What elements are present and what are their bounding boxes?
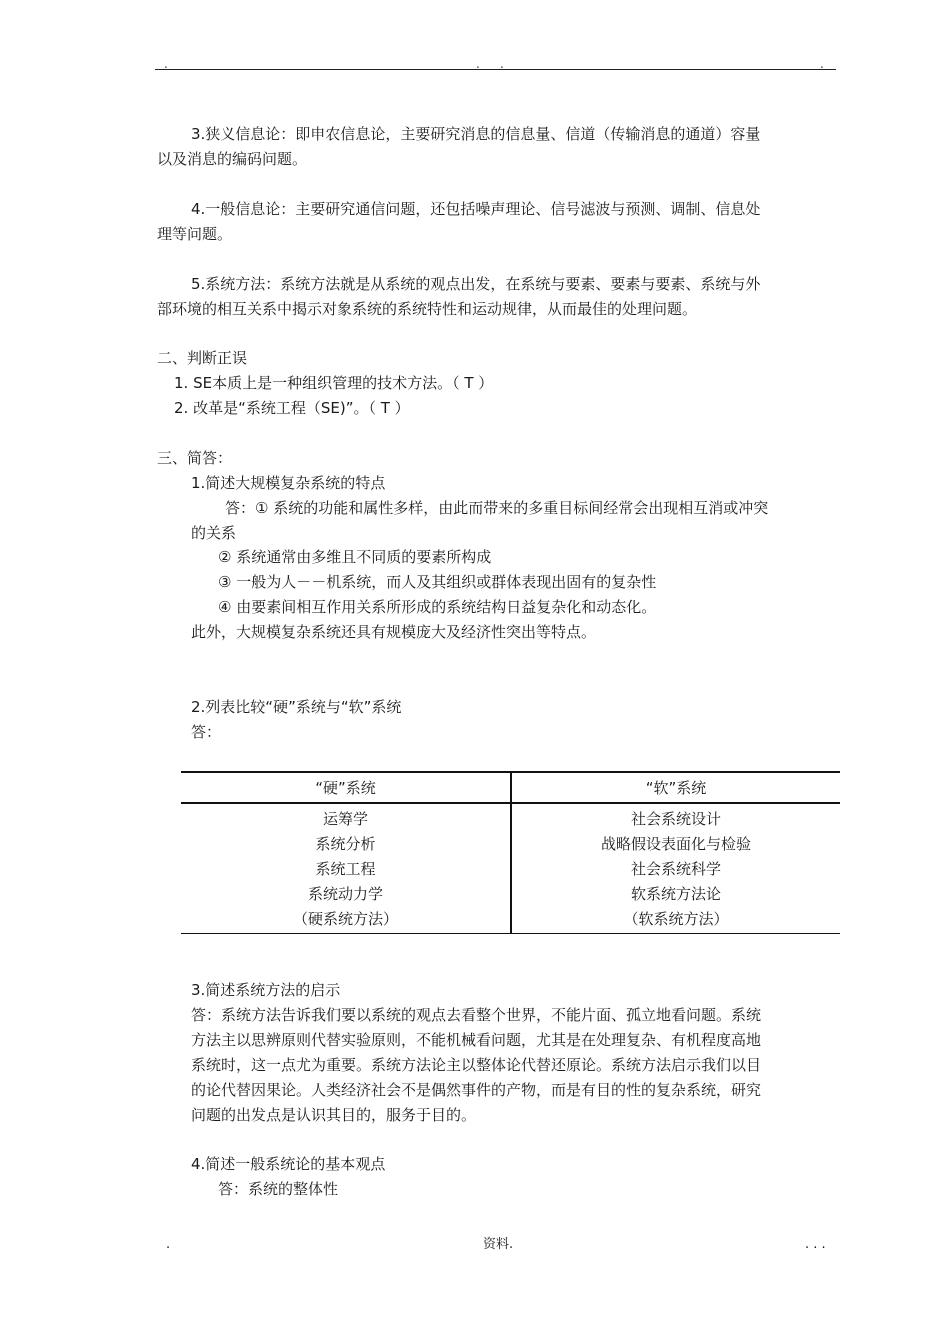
table-row: [181, 803, 840, 831]
para-5-line-1: 5.系统方法：系统方法就是从系统的观点出发，在系统与要素、要素与要素、系统与外: [191, 275, 761, 293]
section-2-question-2: 2. 改革是“系统工程（SE)”。（ T ）: [174, 399, 410, 417]
question-3-title: 3.简述系统方法的启示: [191, 981, 341, 999]
table-cell: 运筹学: [181, 803, 511, 831]
header-mark-center-1: .: [476, 57, 480, 71]
footer-right-mark: . . .: [805, 1237, 826, 1252]
question-4-title: 4.简述一般系统论的基本观点: [191, 1155, 386, 1173]
para-5-line-2: 部环境的相互关系中揭示对象系统的系统特性和运动规律，从而最佳的处理问题。: [157, 300, 698, 318]
para-3-line-2: 以及消息的编码问题。: [157, 150, 308, 168]
question-4-answer: 答：系统的整体性: [218, 1180, 339, 1198]
table-row: [181, 856, 840, 881]
question-1-answer-4: ④ 由要素间相互作用关系所形成的系统结构日益复杂化和动态化。: [218, 598, 657, 616]
question-1-extra: 此外，大规模复杂系统还具有规模庞大及经济性突出等特点。: [191, 623, 597, 641]
table-header-row: [181, 772, 840, 803]
table-cell: （硬系统方法）: [181, 906, 511, 934]
question-3-line-4: 的论代替因果论。人类经济社会不是偶然事件的产物，而是有目的性的复杂系统，研究: [191, 1081, 762, 1099]
question-3-line-1: 答：系统方法告诉我们要以系统的观点去看整个世界，不能片面、孤立地看问题。系统: [191, 1006, 762, 1024]
para-4-line-2: 理等问题。: [157, 225, 233, 243]
para-3-line-1: 3.狭义信息论：即申农信息论，主要研究消息的信息量、信道（传输消息的通道）容量: [191, 125, 761, 143]
table-cell: （软系统方法）: [511, 906, 840, 934]
table-cell: 社会系统设计: [630, 810, 721, 828]
table-header-soft: “软”系统: [511, 772, 840, 803]
header-mark-center-2: .: [500, 57, 504, 71]
question-1-title: 1.简述大规模复杂系统的特点: [191, 474, 386, 492]
table-row: [181, 881, 840, 906]
question-1-answer-3: ③ 一般为人－－机系统，而人及其组织或群体表现出固有的复杂性: [218, 573, 657, 591]
table-cell: 系统工程: [181, 856, 511, 881]
para-4-line-1: 4.一般信息论：主要研究通信问题，还包括噪声理论、信号滤波与预测、调制、信息处: [191, 200, 761, 218]
question-1-answer-1-line-2: 的关系: [191, 524, 237, 542]
footer-center-text: 资料.: [483, 1237, 514, 1252]
footer-left-mark: .: [166, 1237, 171, 1252]
header-mark-right: .: [820, 57, 824, 71]
table-cell: 软系统方法论: [630, 885, 721, 903]
header-mark-left: .: [164, 57, 168, 71]
question-2-title: 2.列表比较“硬”系统与“软”系统: [191, 698, 402, 716]
table-cell: 系统动力学: [181, 881, 511, 906]
question-3-line-5: 问题的出发点是认识其目的，服务于目的。: [191, 1106, 477, 1124]
table-cell: 系统分析: [181, 831, 511, 856]
table-row: [181, 831, 840, 856]
question-1-answer-1-line-1: 答：① 系统的功能和属性多样，由此而带来的多重目标间经常会出现相互消或冲突: [225, 499, 769, 517]
comparison-table: [181, 771, 840, 934]
table-cell: 战略假设表面化与检验: [600, 835, 751, 853]
header-rule: [155, 69, 836, 70]
table-row: [181, 906, 840, 934]
question-3-line-2: 方法主以思辨原则代替实验原则，不能机械看问题，尤其是在处理复杂、有机程度高地: [191, 1031, 762, 1049]
question-3-line-3: 系统时，这一点尤为重要。系统方法论主以整体论代替还原论。系统方法启示我们以目: [191, 1056, 762, 1074]
question-1-answer-2: ② 系统通常由多维且不同质的要素所构成: [218, 548, 492, 566]
table-cell: 社会系统科学: [630, 860, 721, 878]
section-3-title: 三、简答：: [157, 449, 233, 467]
table-header-hard: “硬”系统: [181, 772, 511, 803]
question-2-answer: 答：: [191, 723, 222, 741]
section-2-title: 二、判断正误: [157, 349, 248, 367]
section-2-question-1: 1. SE本质上是一种组织管理的技术方法。（ T ）: [174, 374, 494, 392]
